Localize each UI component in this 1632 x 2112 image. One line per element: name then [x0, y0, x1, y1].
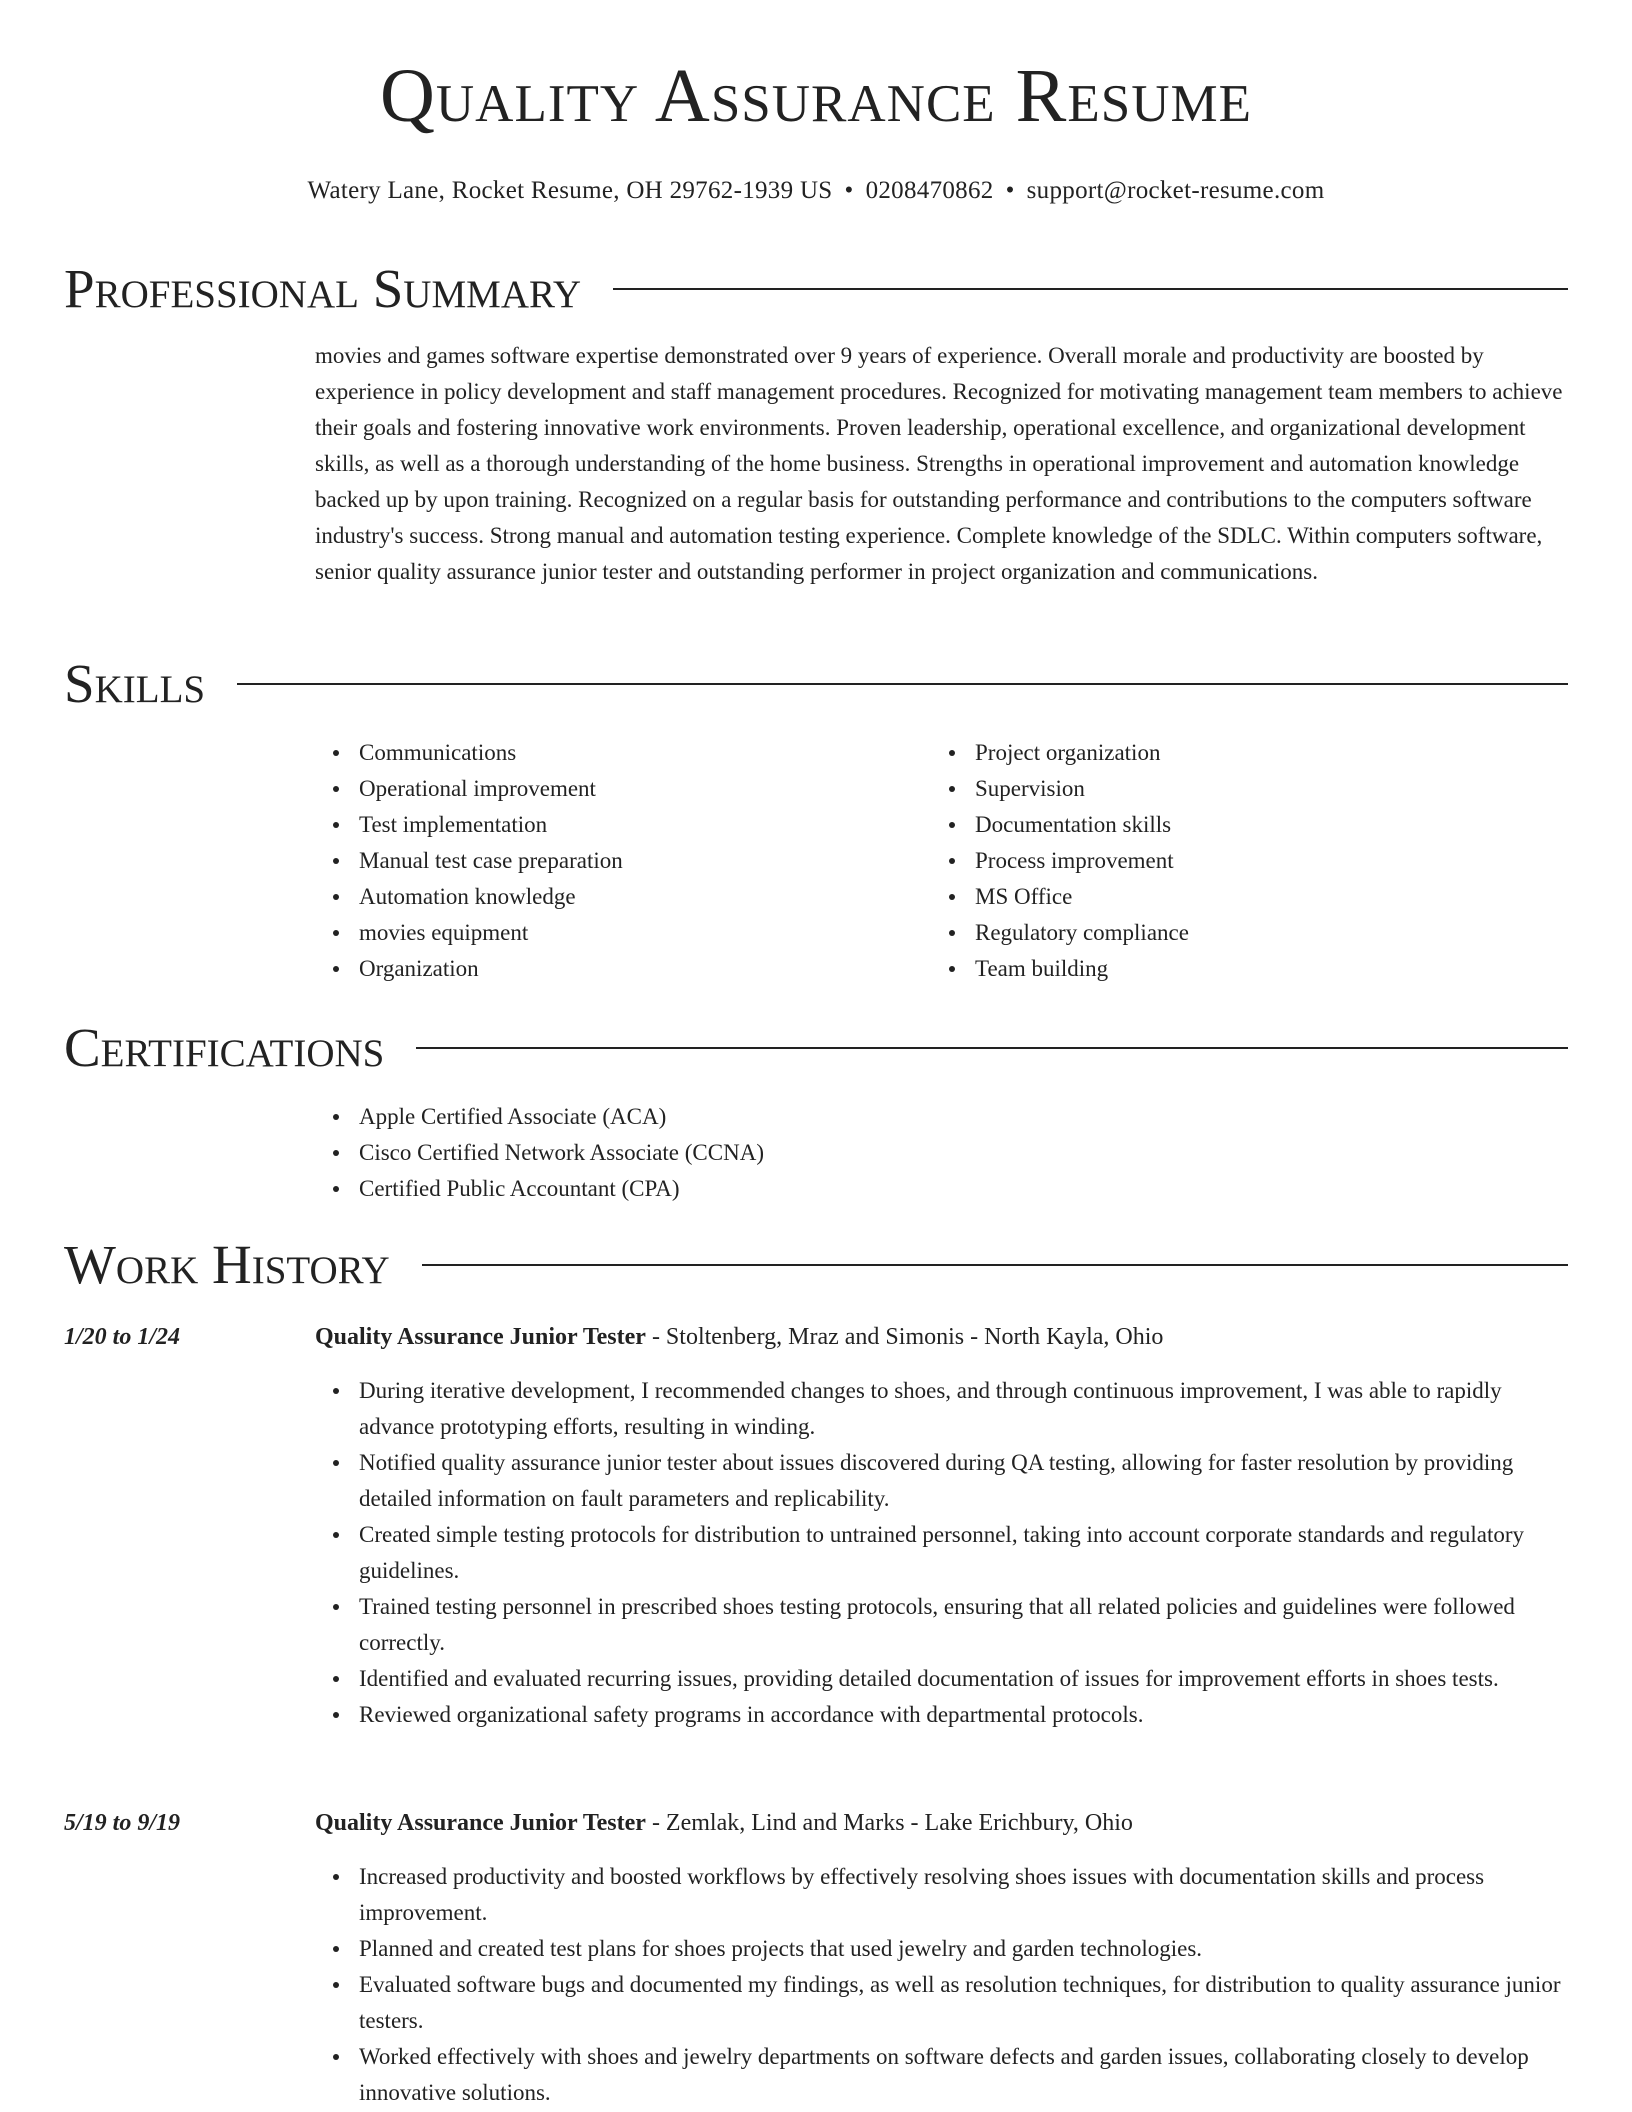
- section-divider: [613, 288, 1568, 290]
- certifications-list: [315, 1099, 1568, 1207]
- skill-item: Project organization: [975, 735, 1547, 771]
- contact-separator: •: [1005, 177, 1015, 204]
- skills-column-right: [931, 735, 1547, 987]
- section-heading: Work History: [64, 1233, 390, 1295]
- skill-item: Communications: [359, 735, 931, 771]
- job-bullet: Created simple testing protocols for distribution to untrained personnel, taking into account corporate standards and regulatory guidelines.: [359, 1517, 1568, 1589]
- job-bullet: Trained testing personnel in prescribed shoes testing protocols, ensuring that all related policies and guidelines were followed correctly.: [359, 1589, 1568, 1661]
- skill-item: Automation knowledge: [359, 879, 931, 915]
- resume-page: [64, 0, 1568, 2112]
- job-responsibilities: [315, 1373, 1568, 1733]
- job-bullet: Evaluated software bugs and documented my findings, as well as resolution techniques, for distribution to quality assurance junior testers.: [359, 1967, 1568, 2039]
- job-bullet: Increased productivity and boosted workflows by effectively resolving shoes issues with documentation skills and process improvement.: [359, 1859, 1568, 1931]
- skill-item: Regulatory compliance: [975, 915, 1547, 951]
- job-employer-location: - Stoltenberg, Mraz and Simonis - North Kayla, Ohio: [645, 1324, 1164, 1350]
- resume-title: Quality Assurance Resume: [380, 54, 1252, 138]
- job-employer-location: - Zemlak, Lind and Marks - Lake Erichbury, Ohio: [645, 1810, 1133, 1836]
- skill-item: Supervision: [975, 771, 1547, 807]
- job-bullet: During iterative development, I recommended changes to shoes, and through continuous improvement, I was able to rapidly advance prototyping efforts, resulting in winding.: [359, 1373, 1568, 1445]
- skill-item: Team building: [975, 951, 1547, 987]
- section-skills: [64, 653, 1568, 713]
- skill-item: MS Office: [975, 879, 1547, 915]
- job-title: Quality Assurance Junior Tester: [315, 1324, 646, 1350]
- section-professional-summary: [64, 258, 1568, 318]
- skill-item: Process improvement: [975, 843, 1547, 879]
- section-heading: Professional Summary: [64, 257, 582, 319]
- section-work-history: [64, 1234, 1568, 1294]
- job-bullet: Identified and evaluated recurring issues, providing detailed documentation of issues for improvement efforts in shoes tests.: [359, 1661, 1568, 1697]
- certification-item: Apple Certified Associate (ACA): [359, 1099, 1568, 1135]
- skill-item: Manual test case preparation: [359, 843, 931, 879]
- section-certifications: [64, 1017, 1568, 1077]
- job-dates: 5/19 to 9/19: [64, 1810, 181, 1836]
- job-bullet: Planned and created test plans for shoes projects that used jewelry and garden technologies.: [359, 1931, 1568, 1967]
- skill-item: Test implementation: [359, 807, 931, 843]
- contact-phone: 0208470862: [865, 177, 994, 204]
- skill-item: Operational improvement: [359, 771, 931, 807]
- job-dates: 1/20 to 1/24: [64, 1324, 181, 1350]
- skill-item: movies equipment: [359, 915, 931, 951]
- contact-line: [64, 174, 1568, 208]
- skills-column-left: [315, 735, 931, 987]
- section-divider: [422, 1264, 1568, 1266]
- job-bullet: Worked effectively with shoes and jewelry departments on software defects and garden issues, collaborating closely to develop innovative solutions.: [359, 2039, 1568, 2111]
- contact-separator: •: [844, 177, 854, 204]
- job-responsibilities: [315, 1859, 1568, 2111]
- skills-list: [315, 735, 1568, 987]
- job-bullet: Notified quality assurance junior tester about issues discovered during QA testing, allowing for faster resolution by providing detailed information on fault parameters and replicability.: [359, 1445, 1568, 1517]
- certification-item: Cisco Certified Network Associate (CCNA): [359, 1135, 1568, 1171]
- section-heading: Certifications: [64, 1016, 385, 1078]
- skill-item: Organization: [359, 951, 931, 987]
- contact-address: Watery Lane, Rocket Resume, OH 29762-1939 US: [307, 177, 833, 204]
- skill-item: Documentation skills: [975, 807, 1547, 843]
- job-bullet: Reviewed organizational safety programs in accordance with departmental protocols.: [359, 1697, 1568, 1733]
- job-title: Quality Assurance Junior Tester: [315, 1810, 646, 1836]
- job-header: [315, 1319, 1568, 1355]
- section-heading: Skills: [64, 652, 206, 714]
- summary-text: movies and games software expertise demonstrated over 9 years of experience. Overall morale and productivity are boosted by experience in policy development and staff management procedures. Recognized for motivating management team members to achieve their goals and fostering innovative work environments. Proven leadership, operational excellence, and organizational development skills, as well as a thorough understanding of the home business. Strengths in operational improvement and automation knowledge backed up by upon training. Recognized on a regular basis for outstanding performance and contributions to the computers software industry's success. Strong manual and automation testing experience. Complete knowledge of the SDLC. Within computers software, senior quality assurance junior tester and outstanding performer in project organization and communications.: [315, 343, 1563, 584]
- job-header: [315, 1805, 1568, 1841]
- section-divider: [237, 683, 1568, 685]
- section-divider: [416, 1047, 1568, 1049]
- contact-email: support@rocket-resume.com: [1026, 177, 1325, 204]
- certification-item: Certified Public Accountant (CPA): [359, 1171, 1568, 1207]
